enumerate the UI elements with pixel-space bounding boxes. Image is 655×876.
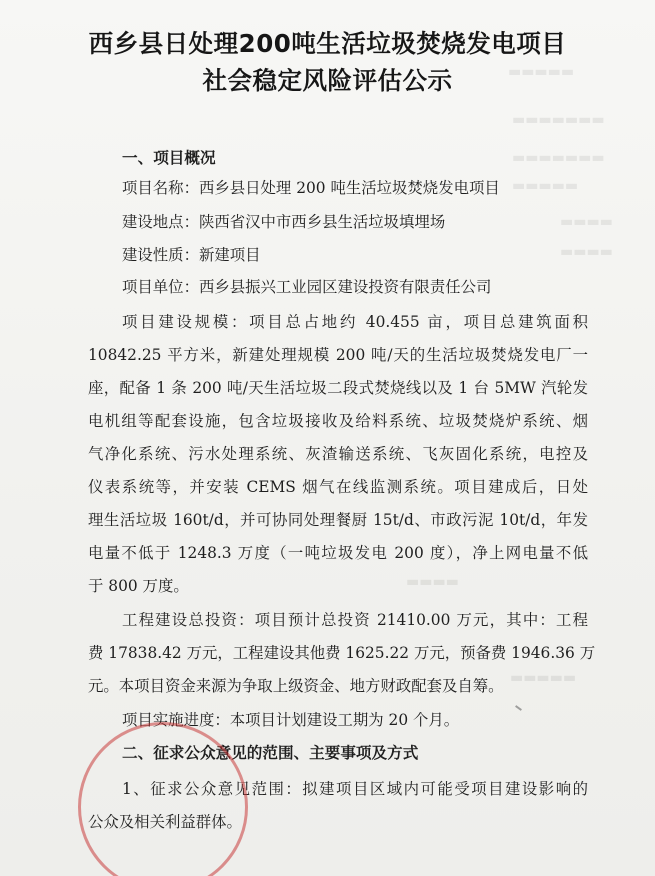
bleed-through-decoration: ▬▬▬▬: [560, 244, 613, 260]
scope-paragraph-line: 1、征求公众意见范围：拟建项目区域内可能受项目建设影响的: [122, 780, 588, 798]
project-unit: 项目单位：西乡县振兴工业园区建设投资有限责任公司: [122, 278, 492, 296]
bleed-through-decoration: ▬▬▬▬: [560, 214, 613, 230]
project-name: 项目名称：西乡县日处理 200 吨生活垃圾焚烧发电项目: [122, 179, 500, 197]
bleed-through-decoration: ▬▬▬▬: [406, 574, 459, 590]
scale-paragraph-line: 电机组等配套设施，包含垃圾接收及给料系统、垃圾焚烧炉系统、烟: [88, 412, 588, 430]
pen-mark: [515, 705, 522, 711]
bleed-through-decoration: ▬▬▬▬▬: [510, 670, 577, 686]
scale-paragraph-line: 电量不低于 1248.3 万度（一吨垃圾发电 200 度），净上网电量不低: [88, 544, 588, 562]
investment-paragraph-line: 元。本项目资金来源为争取上级资金、地方财政配套及自筹。: [88, 677, 504, 695]
document-title-line-2: 社会稳定风险评估公示: [202, 66, 453, 95]
scale-paragraph-line: 于 800 万度。: [88, 577, 189, 595]
scope-paragraph-line: 公众及相关利益群体。: [88, 813, 242, 831]
bleed-through-decoration: ▬▬▬▬▬: [508, 64, 575, 80]
scale-paragraph-line: 项目建设规模：项目总占地约 40.455 亩，项目总建筑面积: [122, 313, 588, 331]
scale-paragraph-line: 气净化系统、污水处理系统、灰渣输送系统、飞灰固化系统，电控及: [88, 445, 588, 463]
bleed-through-decoration: ▬▬▬▬▬▬▬: [512, 150, 605, 166]
scale-paragraph-line: 10842.25 平方米，新建处理规模 200 吨/天的生活垃圾焚烧发电厂一: [88, 346, 588, 364]
schedule-line: 项目实施进度：本项目计划建设工期为 20 个月。: [122, 711, 460, 729]
scale-paragraph-line: 理生活垃圾 160t/d，并可协同处理餐厨 15t/d、市政污泥 10t/d，年发: [88, 511, 588, 529]
construction-nature: 建设性质：新建项目: [122, 246, 261, 264]
document-title-line-1: 西乡县日处理200吨生活垃圾焚烧发电项目: [88, 29, 567, 58]
construction-location: 建设地点：陕西省汉中市西乡县生活垃圾填埋场: [122, 213, 446, 231]
section-heading-public-opinion: 二、征求公众意见的范围、主要事项及方式: [122, 744, 419, 762]
investment-paragraph-line: 费 17838.42 万元，工程建设其他费 1625.22 万元，预备费 1946.36 万: [88, 644, 596, 662]
section-heading-overview: 一、项目概况: [122, 149, 216, 167]
scale-paragraph-line: 座，配备 1 条 200 吨/天生活垃圾二段式焚烧线以及 1 台 5MW 汽轮发: [88, 379, 588, 397]
bleed-through-decoration: ▬▬▬▬▬: [512, 178, 579, 194]
bleed-through-decoration: ▬▬▬▬▬▬▬: [512, 112, 605, 128]
investment-paragraph-line: 工程建设总投资：项目预计总投资 21410.00 万元，其中：工程: [122, 611, 588, 629]
scale-paragraph-line: 仪表系统等，并安装 CEMS 烟气在线监测系统。项目建成后，日处: [88, 478, 588, 496]
